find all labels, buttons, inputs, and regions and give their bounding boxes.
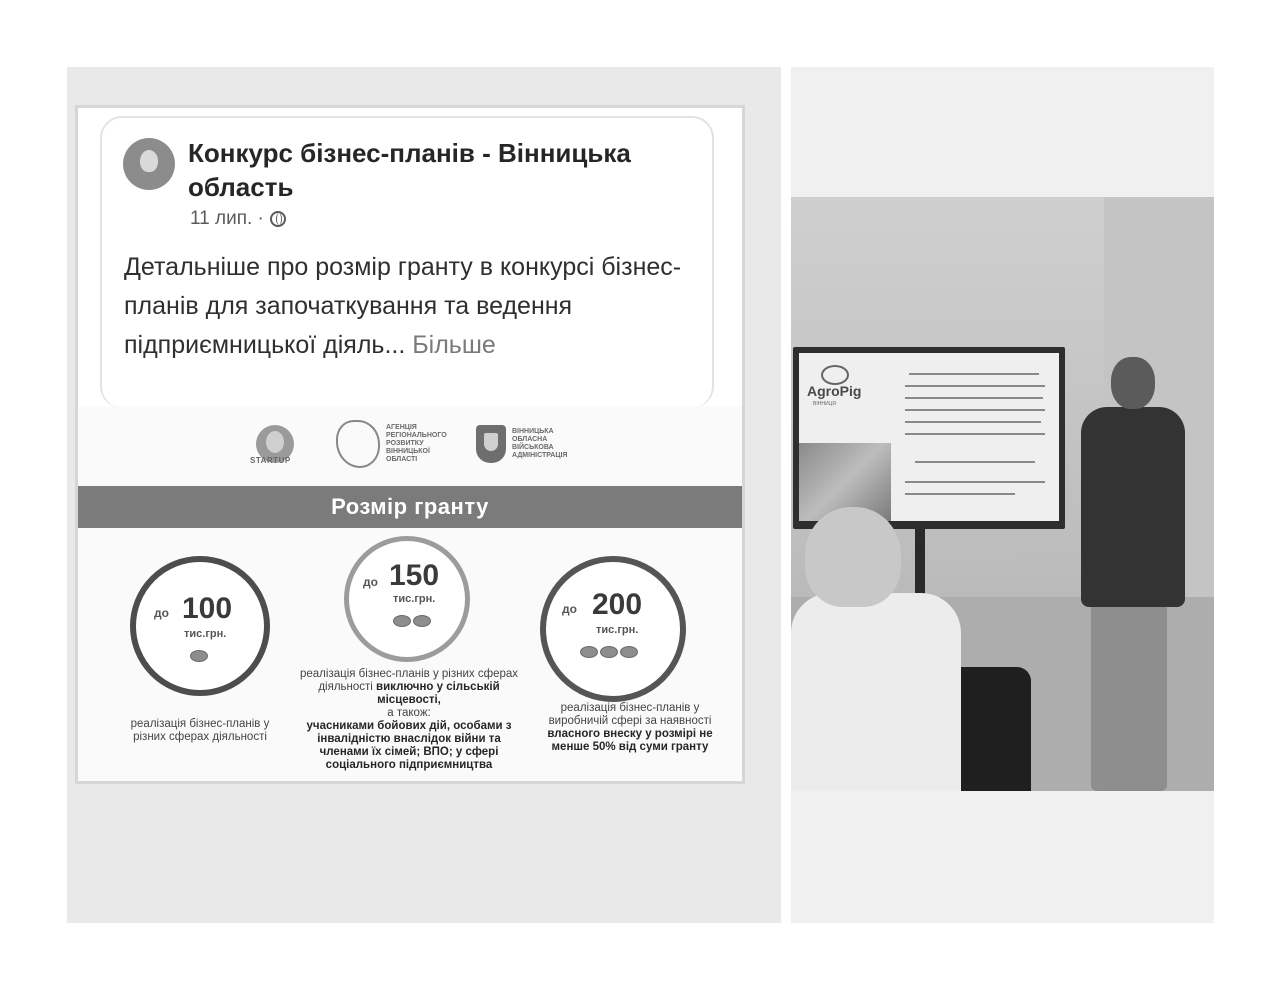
slide-brand: AgroPig [807, 383, 862, 399]
presentation-slide [799, 353, 1059, 521]
grant-unit: тис.грн. [393, 593, 436, 605]
slide-text-line [909, 373, 1039, 375]
post-text [124, 248, 714, 365]
grant-description-150-line2: а також: [387, 707, 431, 719]
facebook-post-card [75, 105, 745, 784]
grant-prefix: до [154, 606, 169, 620]
grant-description-150-bold2: учасниками бойових дій, особами з інвалідністю внаслідок війни та членами їх сімей; ВПО; у сфері соціального підприємництва [306, 720, 512, 771]
grant-circle-150 [344, 536, 470, 662]
slide-text-line [905, 385, 1045, 387]
page-avatar[interactable] [123, 138, 175, 190]
presenter-body [1081, 407, 1185, 607]
globe-icon [270, 211, 286, 227]
slide-brand-sub: ВІННИЦЯ [813, 401, 836, 407]
slide-text-line [905, 433, 1045, 435]
grant-amount: 200 [592, 588, 643, 621]
presenter-head [1111, 357, 1155, 409]
grant-unit: тис.грн. [596, 624, 639, 636]
presenter-legs [1091, 597, 1167, 791]
grant-circle-100 [130, 556, 270, 696]
right-panel [791, 67, 1214, 923]
grant-description-200-bold: власного внеску у розмірі не менше 50% [547, 728, 713, 753]
administration-logo-text: ВІННИЦЬКА ОБЛАСНА ВІЙСЬКОВА АДМІНІСТРАЦІЯ [512, 428, 568, 459]
slide-text-line [905, 397, 1043, 399]
agency-logo-text: АГЕНЦІЯ РЕГІОНАЛЬНОГО РОЗВИТКУ ВІННИЦЬКОЇ ОБЛАСТІ [386, 424, 447, 463]
agency-logo [336, 414, 454, 474]
startup-logo-label: STARTUP [250, 456, 291, 465]
coins-icon [580, 646, 638, 658]
partner-logos [78, 414, 742, 474]
grant-circle-200 [540, 556, 686, 702]
grant-amount: 100 [182, 592, 233, 625]
grant-description-100: реалізація бізнес-планів у різних сферах діяльності [130, 718, 270, 743]
grant-description-200-line2: від суми гранту [618, 741, 709, 753]
administration-logo [476, 414, 580, 474]
coins-icon [393, 615, 431, 627]
page-name[interactable]: Конкурс бізнес-планів - Вінницька область [188, 138, 631, 202]
presentation-screen [793, 347, 1065, 529]
attendee-body [791, 593, 961, 791]
grant-unit: тис.грн. [184, 628, 227, 640]
region-map-icon [336, 420, 380, 468]
post-body: Детальніше про розмір гранту в конкурсі бізнес-планів для започаткування та ведення підприємницької діяль... [124, 253, 682, 359]
grant-description-150-bold1: виключно у сільській місцевості, [376, 681, 500, 706]
startup-logo [250, 414, 294, 474]
grant-description-200 [540, 702, 720, 754]
left-panel [67, 67, 781, 923]
attendee-head [805, 507, 901, 607]
presentation-photo [791, 197, 1214, 791]
grant-amount: 150 [389, 559, 440, 592]
pig-icon [821, 365, 849, 385]
slide-text-line [905, 409, 1045, 411]
coins-icon [190, 650, 208, 662]
slide-text-line [905, 481, 1045, 483]
grant-description-150-line1: реалізація бізнес-планів у різних сферах діяльності [300, 668, 519, 693]
grant-description-200-line1: реалізація бізнес-планів у виробничій сфері за наявності [548, 702, 712, 727]
see-more-link[interactable]: Більше [412, 331, 496, 359]
post-header [78, 108, 742, 398]
grant-prefix: до [363, 575, 378, 589]
slide-text-line [905, 421, 1041, 423]
grant-size-banner: Розмір гранту [78, 486, 742, 528]
grant-description-150 [300, 668, 518, 772]
post-meta [190, 208, 286, 230]
post-date[interactable]: 11 лип. · [190, 208, 264, 229]
slide-text-line [905, 493, 1015, 495]
grant-prefix: до [562, 602, 577, 616]
coat-of-arms-icon [476, 425, 506, 463]
grant-infographic [78, 406, 742, 781]
slide-text-line [915, 461, 1035, 463]
